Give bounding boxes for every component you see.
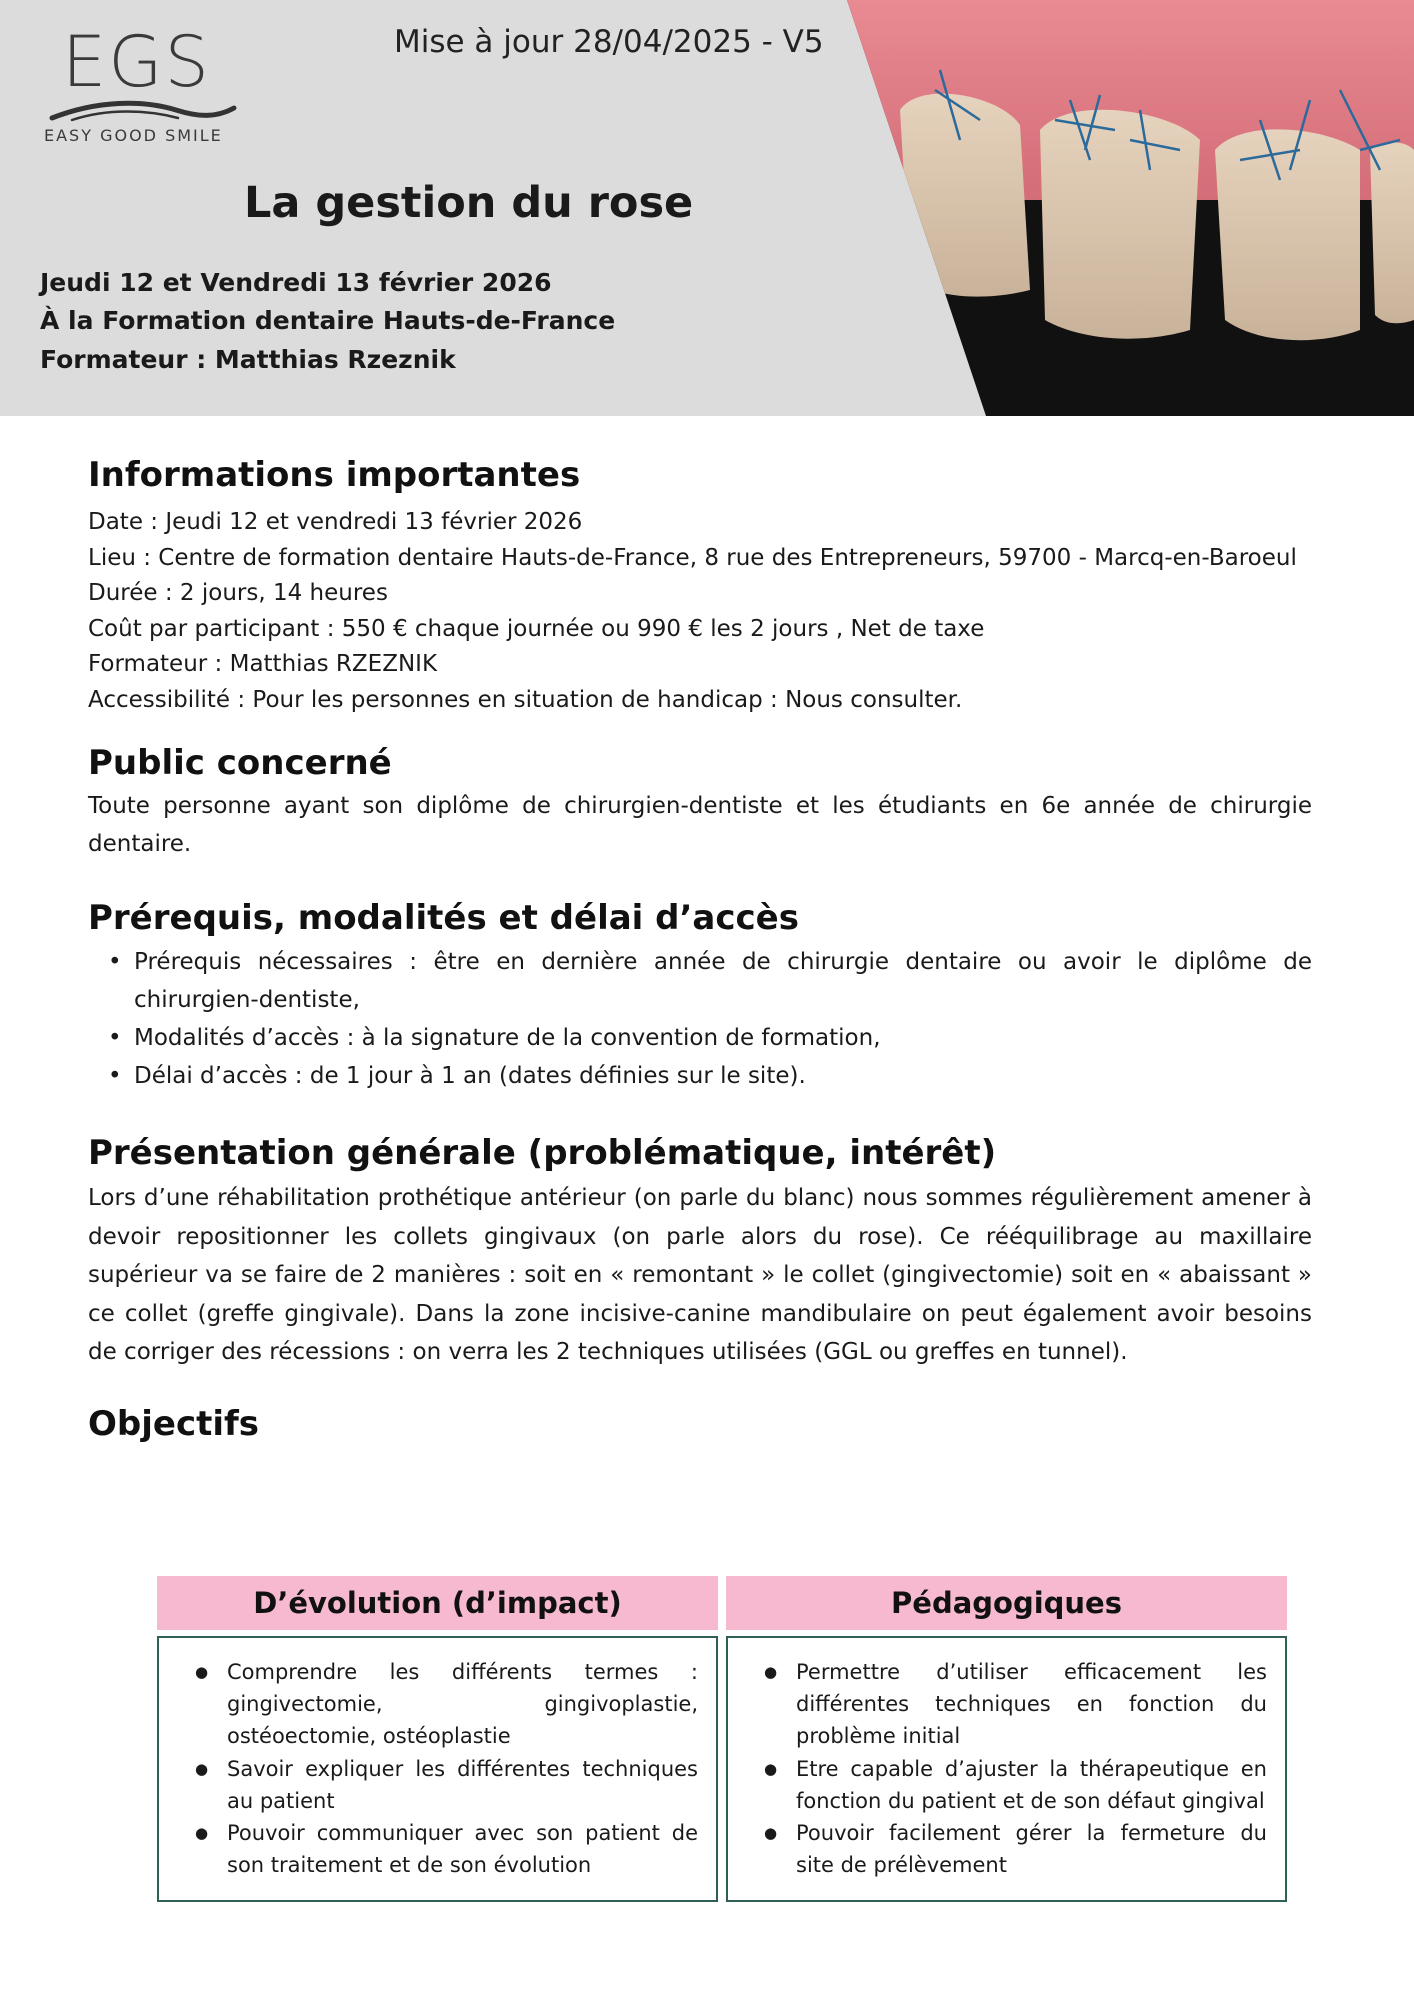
objectives-pedagogic-header: Pédagogiques bbox=[726, 1576, 1287, 1630]
dental-photo bbox=[840, 0, 1414, 416]
logo-tagline: EASY GOOD SMILE bbox=[44, 126, 223, 145]
header-banner bbox=[0, 0, 1414, 416]
prereq-heading: Prérequis, modalités et délai d’accès bbox=[88, 898, 799, 939]
egs-logo bbox=[42, 20, 242, 154]
presentation-heading: Présentation générale (problématique, intérêt) bbox=[88, 1133, 997, 1174]
list-item: ● Permettre d’utiliser efficacement les différentes techniques en fonction du problème initial bbox=[750, 1656, 1267, 1753]
course-trainer: Formateur : Matthias Rzeznik bbox=[40, 345, 456, 374]
logo-swoosh-icon bbox=[48, 96, 238, 128]
list-item: • Délai d’accès : de 1 jour à 1 an (dates définies sur le site). bbox=[88, 1057, 1312, 1095]
list-item: • Modalités d’accès : à la signature de la convention de formation, bbox=[88, 1019, 1312, 1057]
main-content bbox=[88, 450, 1312, 1449]
objectives-impact-body bbox=[157, 1636, 718, 1902]
course-place: À la Formation dentaire Hauts-de-France bbox=[40, 306, 616, 335]
info-heading: Informations importantes bbox=[88, 455, 581, 495]
logo-letters: EGS bbox=[62, 21, 211, 103]
list-item: • Prérequis nécessaires : être en dernière année de chirurgie dentaire ou avoir le diplôme de chirurgien-dentiste, bbox=[88, 943, 1312, 1019]
list-item: ● Pouvoir facilement gérer la fermeture du site de prélèvement bbox=[750, 1817, 1267, 1881]
info-date: Date : Jeudi 12 et vendredi 13 février 2026 bbox=[88, 509, 583, 535]
update-version: Mise à jour 28/04/2025 - V5 bbox=[394, 24, 824, 60]
list-item: ● Etre capable d’ajuster la thérapeutique en fonction du patient et de son défaut gingival bbox=[750, 1753, 1267, 1817]
public-text: Toute personne ayant son diplôme de chirurgien-dentiste et les étudiants en 6e année de chirurgie dentaire. bbox=[88, 792, 1312, 857]
objectives-pedagogic-column bbox=[726, 1576, 1287, 1902]
info-cost: Coût par participant : 550 € chaque journée ou 990 € les 2 jours , Net de taxe bbox=[88, 615, 985, 642]
list-item: ● Savoir expliquer les différentes techniques au patient bbox=[181, 1753, 698, 1817]
public-heading: Public concerné bbox=[88, 742, 392, 783]
info-trainer: Formateur : Matthias RZEZNIK bbox=[88, 651, 438, 678]
list-item: ● Comprendre les différents termes : gingivectomie, gingivoplastie, ostéoectomie, ostéoplastie bbox=[181, 1656, 698, 1753]
objectives-impact-column bbox=[157, 1576, 718, 1902]
list-item: ● Pouvoir communiquer avec son patient de son traitement et de son évolution bbox=[181, 1817, 698, 1881]
info-accessibility: Accessibilité : Pour les personnes en situation de handicap : Nous consulter. bbox=[88, 686, 963, 713]
info-duration: Durée : 2 jours, 14 heures bbox=[88, 580, 388, 607]
objectives-pedagogic-body bbox=[726, 1636, 1287, 1902]
info-location: Lieu : Centre de formation dentaire Hauts-de-France, 8 rue des Entrepreneurs, 59700 - Marcq-en-Baroeul bbox=[88, 544, 1297, 571]
objectives-impact-header: D’évolution (d’impact) bbox=[157, 1576, 718, 1630]
page-title: La gestion du rose bbox=[244, 178, 694, 228]
info-list bbox=[88, 505, 1312, 719]
objectives-heading: Objectifs bbox=[88, 1404, 260, 1445]
course-dates: Jeudi 12 et Vendredi 13 février 2026 bbox=[40, 268, 552, 297]
prereq-list bbox=[88, 943, 1312, 1095]
presentation-text: Lors d’une réhabilitation prothétique antérieur (on parle du blanc) nous sommes régulièrement amener à devoir repositionner les collets gingivaux (on parle alors du rose). Ce rééquilibrage au maxillaire supérieur va se faire de 2 manières : soit en « remontant » le collet (gingivectomie) soit en « abaissant » ce collet (greffe gingivale). Dans la zone incisive-canine mandibulaire on peut également avoir besoins de corriger des récessions : on verra les 2 techniques utilisées (GGL ou greffes en tunnel). bbox=[88, 1185, 1312, 1365]
